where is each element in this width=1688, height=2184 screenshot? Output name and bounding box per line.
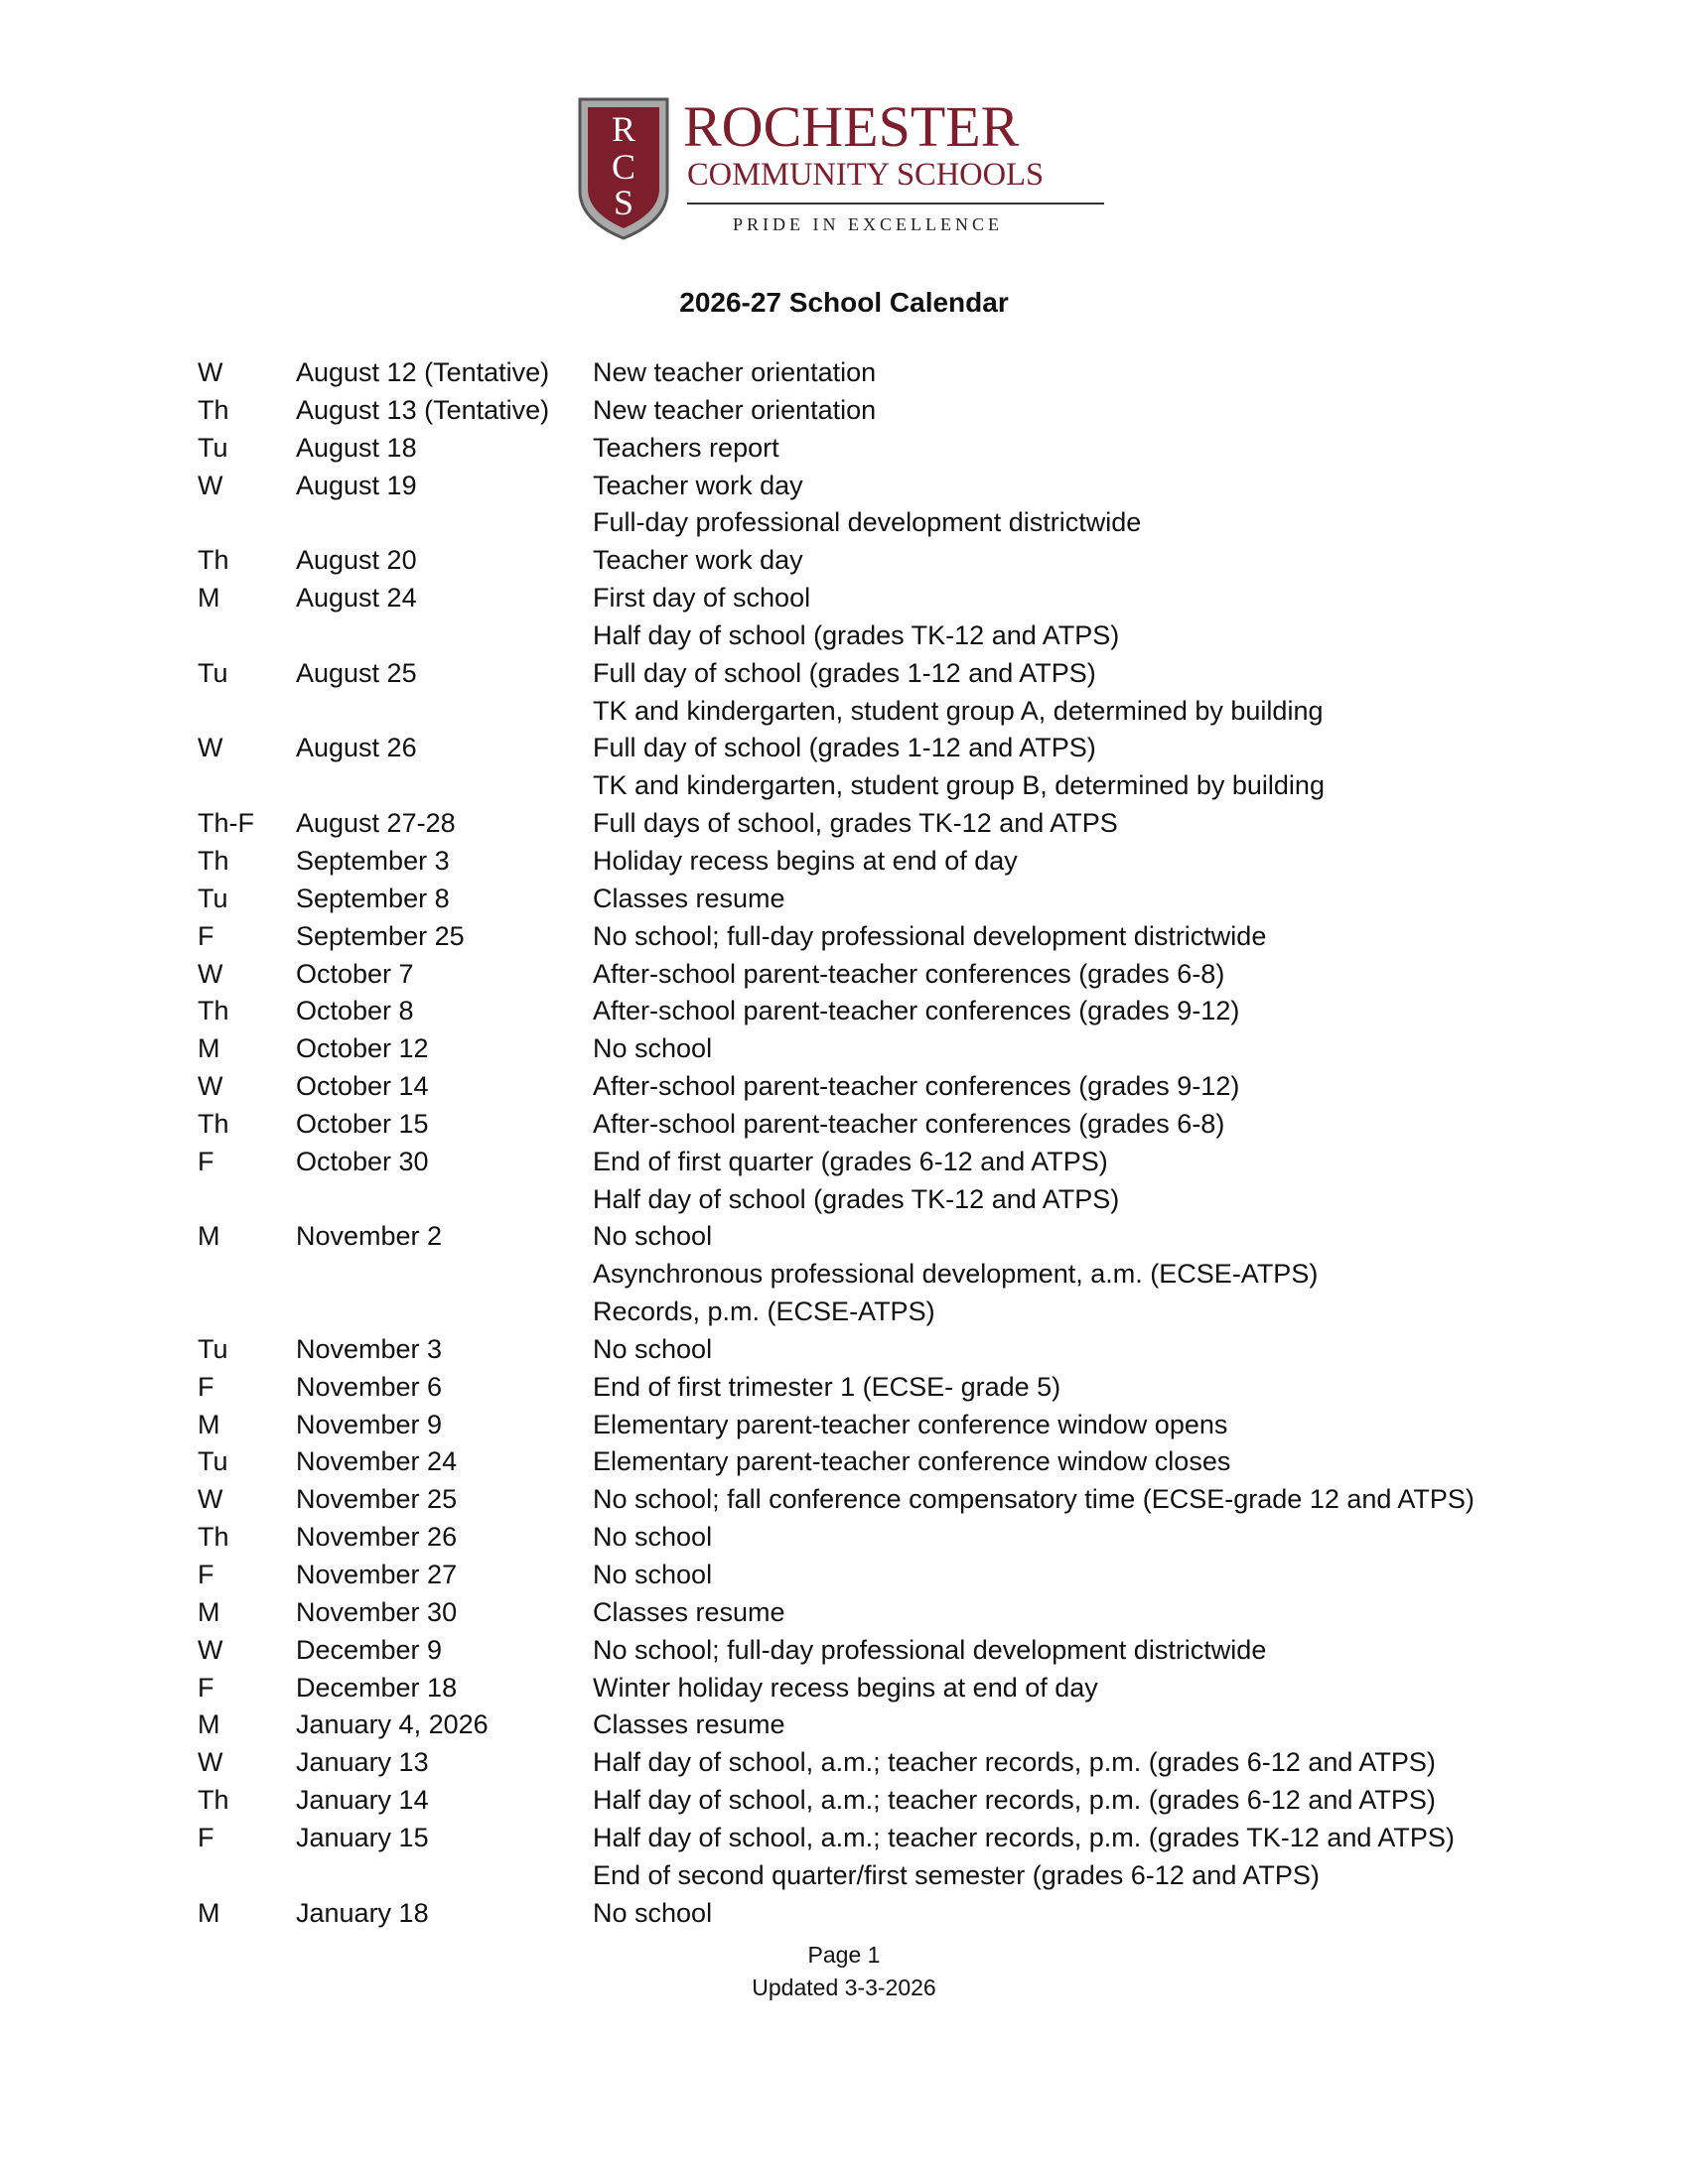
row-day: W	[198, 958, 223, 989]
row-event: Full day of school (grades 1-12 and ATPS)	[593, 733, 1096, 763]
row-date: January 18	[296, 1897, 429, 1928]
row-day: Tu	[198, 1333, 228, 1364]
row-date: October 8	[296, 996, 414, 1026]
row-event: No school	[593, 1522, 713, 1553]
row-day: W	[198, 357, 223, 387]
row-event: Half day of school, a.m.; teacher records, p.m. (grades TK-12 and ATPS)	[593, 1822, 1455, 1852]
row-day: M	[198, 1221, 220, 1252]
row-date: October 7	[296, 958, 414, 989]
row-event: Full day of school (grades 1-12 and ATPS)	[593, 657, 1096, 688]
row-day: M	[198, 1709, 220, 1740]
row-day: F	[198, 1672, 214, 1703]
row-event: Teacher work day	[593, 470, 803, 500]
row-event: Elementary parent-teacher conference window closes	[593, 1446, 1231, 1477]
row-date: November 30	[296, 1596, 458, 1627]
row-day: W	[198, 1634, 223, 1665]
row-day: Th	[198, 1108, 229, 1139]
row-event: Asynchronous professional development, a.m. (ECSE-ATPS)	[593, 1259, 1319, 1290]
page-title: 2026-27 School Calendar	[679, 287, 1009, 318]
row-event: Records, p.m. (ECSE-ATPS)	[593, 1297, 935, 1327]
row-day: W	[198, 1484, 223, 1515]
row-date: January 14	[296, 1785, 429, 1816]
row-event: Winter holiday recess begins at end of day	[593, 1672, 1098, 1703]
row-date: October 15	[296, 1108, 429, 1139]
row-date: August 26	[296, 733, 417, 763]
row-date: November 3	[296, 1333, 443, 1364]
row-event: Teacher work day	[593, 545, 803, 576]
row-event: No school	[593, 1333, 713, 1364]
row-date: October 14	[296, 1071, 429, 1102]
row-event: Teachers report	[593, 432, 779, 463]
row-date: October 30	[296, 1146, 429, 1176]
rcs-logo	[576, 95, 1112, 244]
logo-tagline: PRIDE IN EXCELLENCE	[733, 214, 1003, 234]
row-event: Elementary parent-teacher conference window opens	[593, 1409, 1228, 1439]
row-date: October 12	[296, 1033, 429, 1064]
row-day: Tu	[198, 1446, 228, 1477]
row-event: After-school parent-teacher conferences (grades 6-8)	[593, 1108, 1225, 1139]
row-event: Classes resume	[593, 883, 785, 913]
row-date: December 9	[296, 1634, 443, 1665]
row-event: End of second quarter/first semester (grades 6-12 and ATPS)	[593, 1859, 1320, 1890]
row-event: First day of school	[593, 583, 811, 614]
row-day: Th	[198, 394, 229, 425]
row-event: Classes resume	[593, 1709, 785, 1740]
row-date: August 18	[296, 432, 417, 463]
row-date: August 13 (Tentative)	[296, 394, 550, 425]
row-day: Th	[198, 1522, 229, 1553]
row-day: W	[198, 1071, 223, 1102]
row-date: August 20	[296, 545, 417, 576]
row-date: August 19	[296, 470, 417, 500]
row-event: TK and kindergarten, student group B, determined by building	[593, 770, 1325, 801]
row-event: Full days of school, grades TK-12 and ATPS	[593, 808, 1118, 839]
row-day: M	[198, 1033, 220, 1064]
row-day: M	[198, 1409, 220, 1439]
row-day: F	[198, 1371, 214, 1402]
row-day: M	[198, 583, 220, 614]
row-day: F	[198, 920, 214, 951]
row-event: No school	[593, 1560, 713, 1589]
row-day: W	[198, 1747, 223, 1778]
row-date: November 27	[296, 1560, 458, 1589]
updated-date: Updated 3-3-2026	[752, 1975, 936, 2000]
row-event: New teacher orientation	[593, 394, 877, 425]
rcs-shield-icon	[576, 95, 671, 242]
row-date: November 2	[296, 1221, 443, 1252]
row-event: Half day of school, a.m.; teacher records, p.m. (grades 6-12 and ATPS)	[593, 1785, 1436, 1816]
row-day: Tu	[198, 432, 228, 463]
row-event: No school; full-day professional development districtwide	[593, 920, 1267, 951]
svg-text:S: S	[613, 183, 634, 222]
row-event: No school	[593, 1033, 713, 1064]
row-day: M	[198, 1596, 220, 1627]
row-event: Half day of school, a.m.; teacher records, p.m. (grades 6-12 and ATPS)	[593, 1747, 1436, 1778]
logo-line1: ROCHESTER	[683, 94, 1020, 159]
row-date: November 24	[296, 1446, 458, 1477]
row-date: January 13	[296, 1747, 429, 1778]
row-day: Th	[198, 1785, 229, 1816]
row-day: Th	[198, 996, 229, 1026]
logo-line2: COMMUNITY SCHOOLS	[687, 157, 1045, 193]
row-event: No school	[593, 1897, 713, 1928]
row-event: After-school parent-teacher conferences (grades 6-8)	[593, 958, 1225, 989]
row-date: August 24	[296, 583, 417, 614]
row-event: Half day of school (grades TK-12 and ATPS)	[593, 1183, 1120, 1214]
logo-monogram: R	[611, 109, 636, 149]
row-date: November 6	[296, 1371, 443, 1402]
row-date: September 8	[296, 883, 450, 913]
row-date: August 12 (Tentative)	[296, 357, 550, 387]
row-event: New teacher orientation	[593, 357, 877, 387]
row-date: January 4, 2026	[296, 1709, 489, 1740]
row-date: November 9	[296, 1409, 443, 1439]
row-event: After-school parent-teacher conferences (grades 9-12)	[593, 1071, 1240, 1102]
row-day: Th-F	[198, 808, 254, 839]
row-event: End of first trimester 1 (ECSE- grade 5)	[593, 1371, 1061, 1402]
row-event: Classes resume	[593, 1596, 785, 1627]
row-event: Holiday recess begins at end of day	[593, 845, 1018, 876]
row-day: Th	[198, 845, 229, 876]
row-event: Half day of school (grades TK-12 and ATPS)	[593, 619, 1120, 650]
row-date: September 3	[296, 845, 450, 876]
row-date: August 25	[296, 657, 417, 688]
row-day: Tu	[198, 657, 228, 688]
row-date: September 25	[296, 920, 465, 951]
row-date: November 25	[296, 1484, 458, 1515]
row-day: M	[198, 1897, 220, 1928]
row-day: W	[198, 733, 223, 763]
row-event: TK and kindergarten, student group A, determined by building	[593, 695, 1324, 726]
row-day: W	[198, 470, 223, 500]
row-day: Tu	[198, 883, 228, 913]
row-event: Full-day professional development districtwide	[593, 507, 1142, 538]
row-date: January 15	[296, 1822, 429, 1852]
row-event: After-school parent-teacher conferences (grades 9-12)	[593, 996, 1240, 1026]
row-event: End of first quarter (grades 6-12 and ATPS)	[593, 1146, 1108, 1176]
row-day: F	[198, 1822, 214, 1852]
row-day: F	[198, 1560, 214, 1589]
row-event: No school; full-day professional development districtwide	[593, 1634, 1267, 1665]
row-day: Th	[198, 545, 229, 576]
row-date: December 18	[296, 1672, 458, 1703]
row-day: F	[198, 1146, 214, 1176]
page-number: Page 1	[807, 1942, 881, 1968]
row-event: No school; fall conference compensatory time (ECSE-grade 12 and ATPS)	[593, 1484, 1475, 1515]
logo-divider	[687, 203, 1104, 205]
svg-text:C: C	[611, 147, 636, 187]
row-date: August 27-28	[296, 808, 456, 839]
row-event: No school	[593, 1221, 713, 1252]
row-date: November 26	[296, 1522, 458, 1553]
